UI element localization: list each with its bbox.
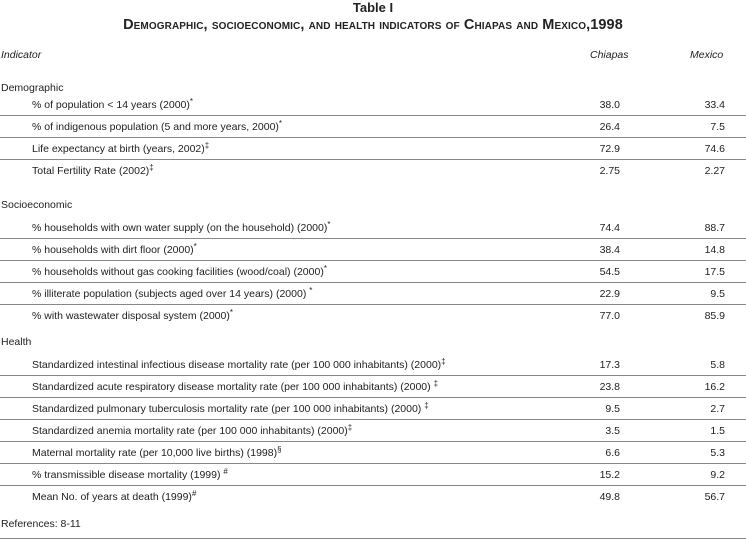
footnote-marker: * [189, 97, 194, 106]
table-row [0, 464, 746, 486]
indicator-label: Life expectancy at birth (years, 2002) [32, 143, 205, 155]
chiapas-value: 38.0 [599, 99, 620, 111]
chiapas-value: 26.4 [599, 121, 620, 133]
table-row [0, 305, 746, 327]
mexico-value: 5.8 [710, 359, 725, 371]
mexico-value: 1.5 [710, 425, 725, 437]
chiapas-value: 3.5 [605, 425, 620, 437]
table-row [0, 160, 746, 182]
header-chiapas: Chiapas [590, 49, 629, 61]
footnote-marker: * [278, 119, 283, 128]
table-row [0, 486, 746, 508]
footnote-marker: * [323, 264, 327, 273]
chiapas-value: 2.75 [599, 165, 620, 177]
footnote-marker: # [191, 489, 197, 498]
table-row [0, 261, 746, 283]
indicator-cell [32, 398, 429, 420]
footnote-marker: * [229, 308, 233, 317]
indicator-label: % transmissible disease mortality (1999) [32, 469, 224, 481]
indicator-label: Standardized acute respiratory disease mortality rate (per 100 000 inhabitants) (2000) [32, 381, 434, 393]
indicator-label: Total Fertility Rate (2002) [32, 165, 150, 177]
mexico-value: 14.8 [704, 244, 725, 256]
chiapas-value: 72.9 [599, 143, 620, 155]
table-title: Table I [352, 0, 394, 15]
chiapas-value: 49.8 [599, 491, 620, 503]
indicator-label: Mean No. of years at death (1999) [32, 491, 192, 503]
indicator-cell [32, 420, 352, 442]
indicator-cell [32, 442, 282, 464]
footnote-marker: ‡ [149, 163, 154, 172]
table-subtitle: Demographic, socioeconomic, and health indicators of Chiapas and Mexico,1998 [123, 17, 623, 33]
mexico-value: 2.7 [710, 403, 725, 415]
footnote-marker: ‡ [441, 357, 446, 366]
table-row [0, 217, 746, 239]
mexico-value: 88.7 [704, 222, 725, 234]
table-row [0, 94, 746, 116]
table-row [0, 376, 746, 398]
table-row [0, 442, 746, 464]
mexico-value: 85.9 [704, 310, 725, 322]
table-row [0, 138, 746, 160]
chiapas-value: 23.8 [599, 381, 620, 393]
mexico-value: 2.27 [704, 165, 725, 177]
indicator-cell [32, 354, 446, 376]
indicator-cell [32, 464, 228, 486]
indicator-label: Standardized pulmonary tuberculosis mortality rate (per 100 000 inhabitants) (2000) [32, 403, 425, 415]
footnote-marker: # [223, 467, 228, 476]
footnote-marker: * [309, 286, 313, 295]
mexico-value: 33.4 [704, 99, 725, 111]
table-row [0, 283, 746, 305]
indicator-label: % households without gas cooking facilities (wood/coal) (2000) [32, 266, 324, 278]
indicator-cell [32, 239, 197, 261]
table-row [0, 239, 746, 261]
header-mexico: Mexico [690, 49, 724, 61]
footnote-marker: ‡ [204, 141, 210, 150]
chiapas-value: 22.9 [599, 288, 620, 300]
bottom-divider [0, 538, 746, 539]
table-row [0, 116, 746, 138]
mexico-value: 17.5 [704, 266, 725, 278]
table-row [0, 354, 746, 376]
indicator-label: % of population < 14 years (2000) [32, 99, 190, 111]
indicator-cell [32, 305, 233, 327]
indicator-label: % illiterate population (subjects aged over 14 years) (2000) [32, 288, 310, 300]
indicator-cell [32, 283, 312, 305]
chiapas-value: 38.4 [599, 244, 620, 256]
indicator-label: Standardized intestinal infectious disease mortality rate (per 100 000 inhabitants) (2000) [32, 359, 442, 371]
section-header: Socioeconomic [1, 199, 73, 211]
header-indicator: Indicator [1, 49, 42, 61]
indicator-label: % of indigenous population (5 and more years, 2000) [32, 121, 279, 133]
table-row [0, 420, 746, 442]
indicator-cell [32, 261, 327, 283]
footnote-marker: ‡ [347, 423, 353, 432]
chiapas-value: 17.3 [599, 359, 620, 371]
footnote-marker: § [277, 445, 282, 454]
indicator-label: % households with dirt floor (2000) [32, 244, 194, 256]
chiapas-value: 9.5 [605, 403, 620, 415]
mexico-value: 9.2 [710, 469, 725, 481]
indicator-label: Standardized anemia mortality rate (per 100 000 inhabitants) (2000) [32, 425, 348, 437]
indicator-cell [32, 94, 193, 116]
indicator-cell [32, 160, 154, 182]
indicator-cell [32, 116, 282, 138]
table-row [0, 398, 746, 420]
chiapas-value: 54.5 [599, 266, 620, 278]
mexico-value: 5.3 [710, 447, 725, 459]
footnote-marker: * [193, 242, 197, 251]
chiapas-value: 15.2 [599, 469, 620, 481]
chiapas-value: 6.6 [605, 447, 620, 459]
references: References: 8-11 [1, 518, 81, 530]
indicator-label: % households with own water supply (on the household) (2000) [32, 222, 328, 234]
chiapas-value: 77.0 [599, 310, 620, 322]
indicator-cell [32, 486, 196, 508]
indicator-label: Maternal mortality rate (per 10,000 live births) (1998) [32, 447, 278, 459]
section-header: Health [1, 336, 32, 348]
mexico-value: 16.2 [704, 381, 725, 393]
indicator-cell [32, 376, 438, 398]
mexico-value: 9.5 [710, 288, 725, 300]
indicator-label: % with wastewater disposal system (2000) [32, 310, 230, 322]
mexico-value: 74.6 [704, 143, 725, 155]
indicator-cell [32, 217, 330, 239]
mexico-value: 7.5 [710, 121, 725, 133]
footnote-marker: ‡ [433, 379, 439, 388]
chiapas-value: 74.4 [599, 222, 620, 234]
mexico-value: 56.7 [704, 491, 725, 503]
footnote-marker: ‡ [424, 401, 429, 410]
indicator-cell [32, 138, 209, 160]
section-header: Demographic [1, 82, 64, 94]
footnote-marker: * [327, 220, 331, 229]
